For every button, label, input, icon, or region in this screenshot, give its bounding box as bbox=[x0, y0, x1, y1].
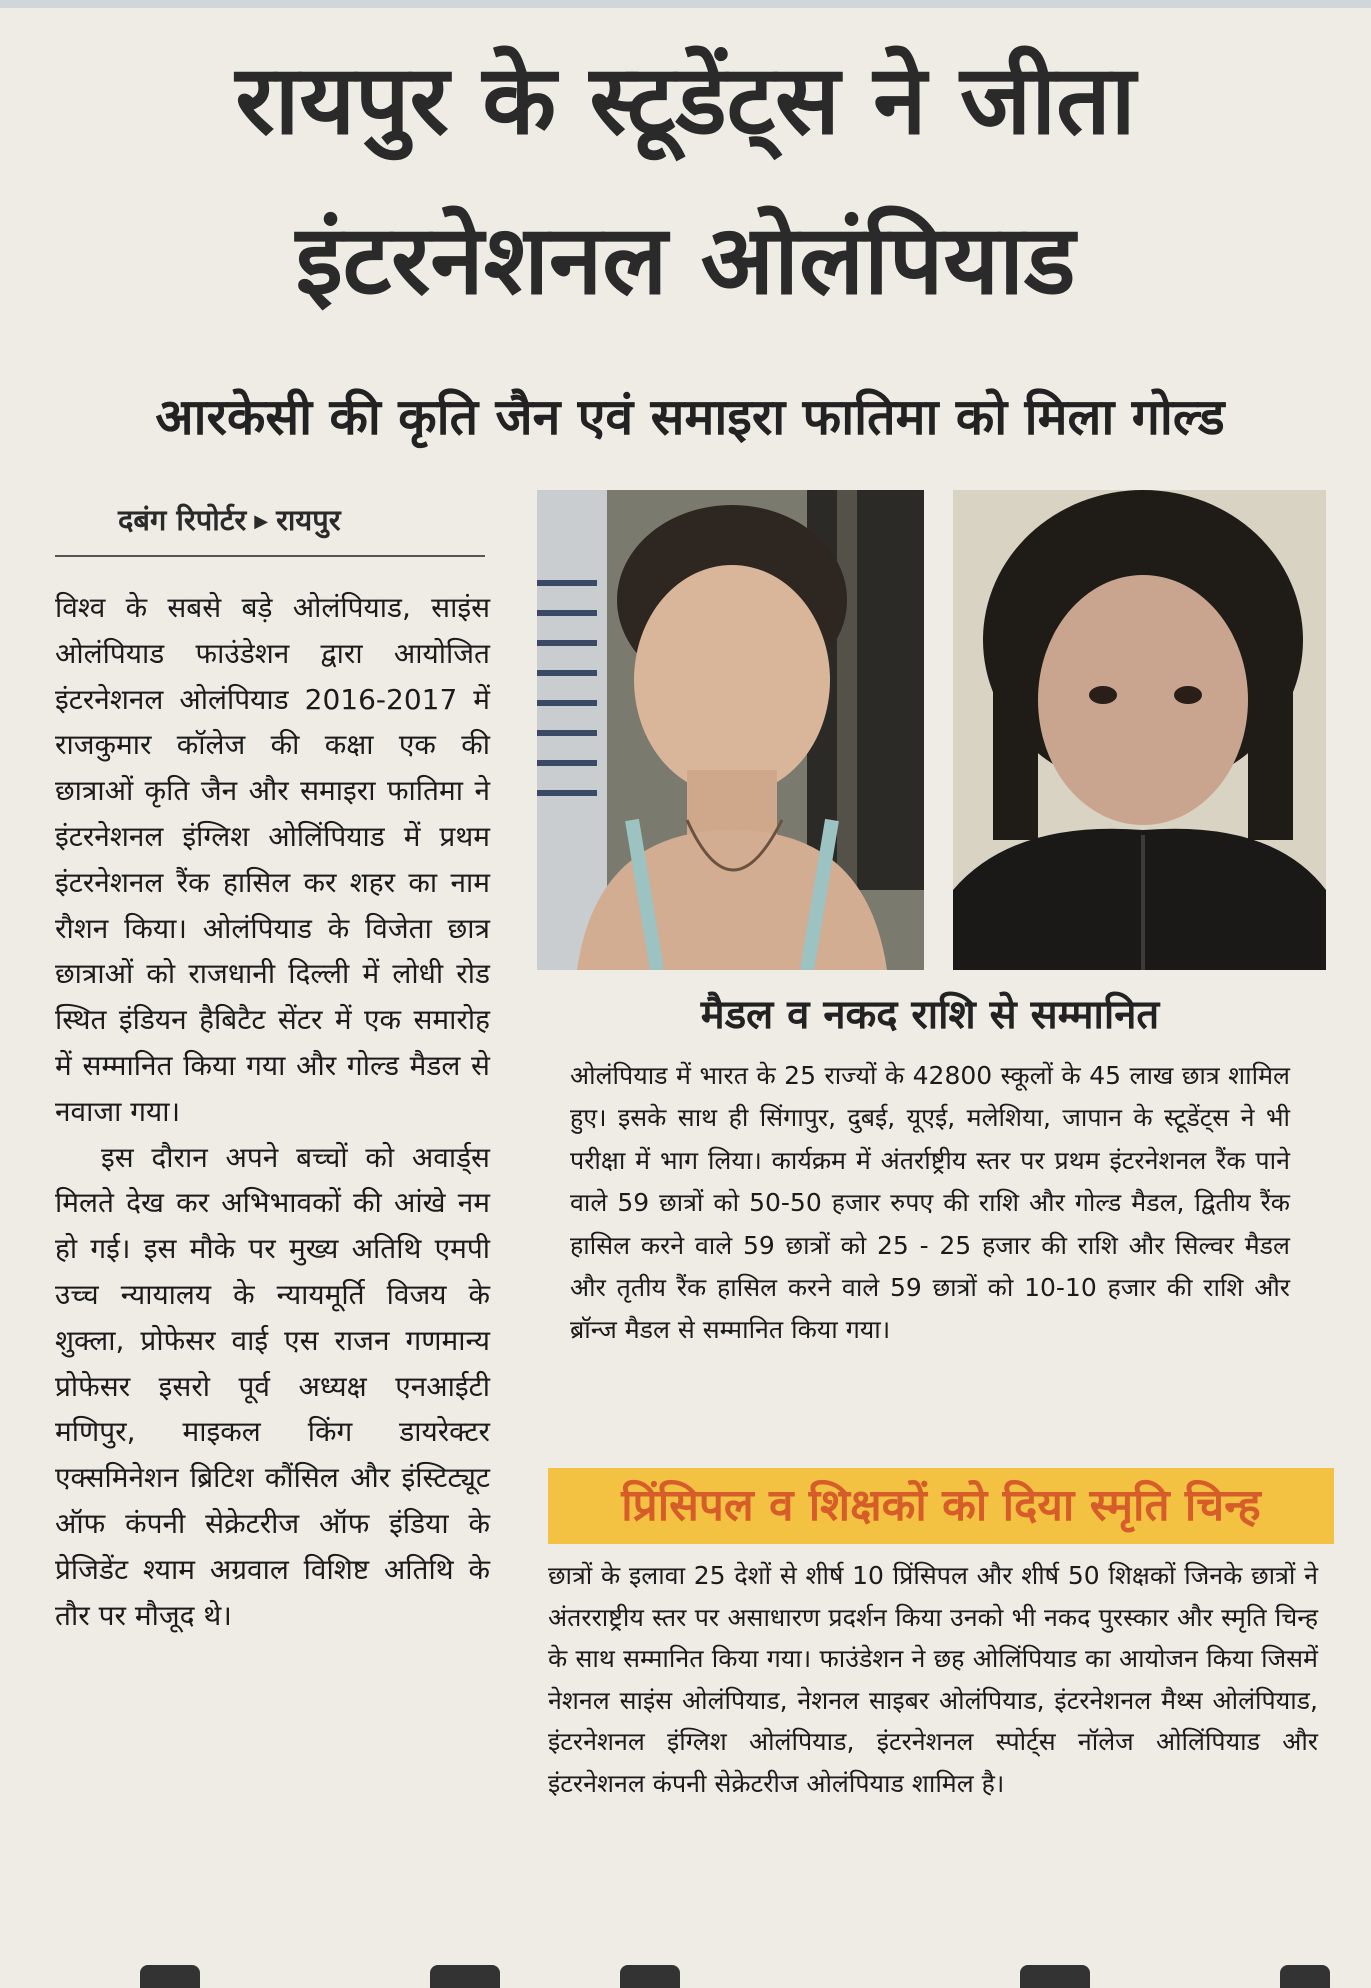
left-column-article bbox=[55, 585, 490, 1638]
fragment-glyph bbox=[620, 1965, 680, 1988]
left-paragraph-1: विश्व के सबसे बड़े ओलंपियाड, साइंस ओलंपियाड फाउंडेशन द्वारा आयोजित इंटरनेशनल ओलंपियाड 2016-2017 में राजकुमार कॉलेज की कक्षा एक की छात्राओं कृति जैन और समाइरा फातिमा ने इंटरनेशनल इंग्लिश ओलिंपियाड में प्रथम इंटरनेशनल रैंक हासिल कर शहर का नाम रौशन किया। ओलंपियाड के विजेता छात्र छात्राओं को राजधानी दिल्ली में लोधी रोड स्थित इंडियन हैबिटैट सेंटर में एक समारोह में सम्मानित किया गया और गोल्ड मैडल से नवाजा गया। bbox=[55, 591, 490, 1128]
top-color-band bbox=[0, 0, 1371, 8]
principal-section-heading: प्रिंसिपल व शिक्षकों को दिया स्मृति चिन्ह bbox=[621, 1480, 1261, 1531]
byline-location: रायपुर bbox=[276, 503, 341, 537]
fragment-glyph bbox=[430, 1965, 500, 1988]
fragment-glyph bbox=[1020, 1965, 1090, 1988]
byline bbox=[118, 500, 341, 542]
medal-section-body: ओलंपियाड में भारत के 25 राज्यों के 42800 स्कूलों के 45 लाख छात्र शामिल हुए। इसके साथ ही सिंगापुर, दुबई, यूएई, मलेशिया, जापान के स्टूडेंट्स ने भी परीक्षा में भाग लिया। कार्यक्रम में अंतर्राष्ट्रीय स्तर पर प्रथम इंटरनेशनल रैंक पाने वाले 59 छात्रों को 50-50 हजार रुपए की राशि और गोल्ड मैडल, द्वितीय रैंक हासिल करने वाले 59 छात्रों को 25 - 25 हजार की राशि और सिल्वर मैडल और तृतीय रैंक हासिल करने वाले 59 छात्रों को 10-10 हजार की राशि और ब्रॉन्ज मैडल से सम्मानित किया गया। bbox=[570, 1061, 1290, 1345]
left-paragraph-2: इस दौरान अपने बच्चों को अवार्ड्स मिलते देख कर अभिभावकों की आंखे नम हो गई। इस मौके पर मुख्य अतिथि एमपी उच्च न्यायालय के न्यायमूर्ति विजय के शुक्ला, प्रोफेसर वाई एस राजन गणमान्य प्रोफेसर इसरो पूर्व अध्यक्ष एनआईटी मणिपुर, माइकल किंग डायरेक्टर एक्समिनेशन ब्रिटिश कौंसिल और इंस्टिट्यूट ऑफ कंपनी सेक्रेटरीज ऑफ इंडिया के प्रेजिडेंट श्याम अग्रवाल विशिष्ट अतिथि के तौर पर मौजूद थे। bbox=[55, 1140, 490, 1632]
next-article-headline-fragment bbox=[0, 1955, 1371, 1988]
subheadline: आरकेसी की कृति जैन एवं समाइरा फातिमा को मिला गोल्ड bbox=[155, 388, 1225, 446]
fragment-glyph bbox=[1280, 1965, 1330, 1988]
byline-arrow-icon: ▶ bbox=[254, 511, 269, 532]
headline-line-1: रायपुर के स्टूडेंट्स ने जीता bbox=[235, 44, 1136, 156]
headline-line-2: इंटरनेशनल ओलंपियाड bbox=[295, 204, 1076, 316]
student-photo-kriti-jain bbox=[537, 490, 924, 970]
byline-divider bbox=[55, 555, 485, 557]
byline-reporter: दबंग रिपोर्टर bbox=[118, 503, 247, 537]
principal-section-banner bbox=[548, 1468, 1334, 1544]
fragment-glyph bbox=[140, 1965, 200, 1988]
student-photo-samaira-fatima bbox=[953, 490, 1326, 970]
principal-section-body: छात्रों के इलावा 25 देशों से शीर्ष 10 प्रिंसिपल और शीर्ष 50 शिक्षकों जिनके छात्रों ने अंतरराष्ट्रीय स्तर पर असाधारण प्रदर्शन किया उनको भी नकद पुरस्कार और स्मृति चिन्ह के साथ सम्मानित किया गया। फाउंडेशन ने छह ओलिंपियाड का आयोजन किया जिसमें नेशनल साइंस ओलंपियाड, नेशनल साइबर ओलंपियाड, इंटरनेशनल मैथ्स ओलंपियाड, इंटरनेशनल इंग्लिश ओलंपियाड, इंटरनेशनल स्पोर्ट्स नॉलेज ओलिंपियाड और इंटरनेशनल कंपनी सेक्रेटरीज ओलंपियाड शामिल है। bbox=[548, 1561, 1318, 1798]
medal-section-heading: मैडल व नकद राशि से सम्मानित bbox=[700, 992, 1160, 1038]
